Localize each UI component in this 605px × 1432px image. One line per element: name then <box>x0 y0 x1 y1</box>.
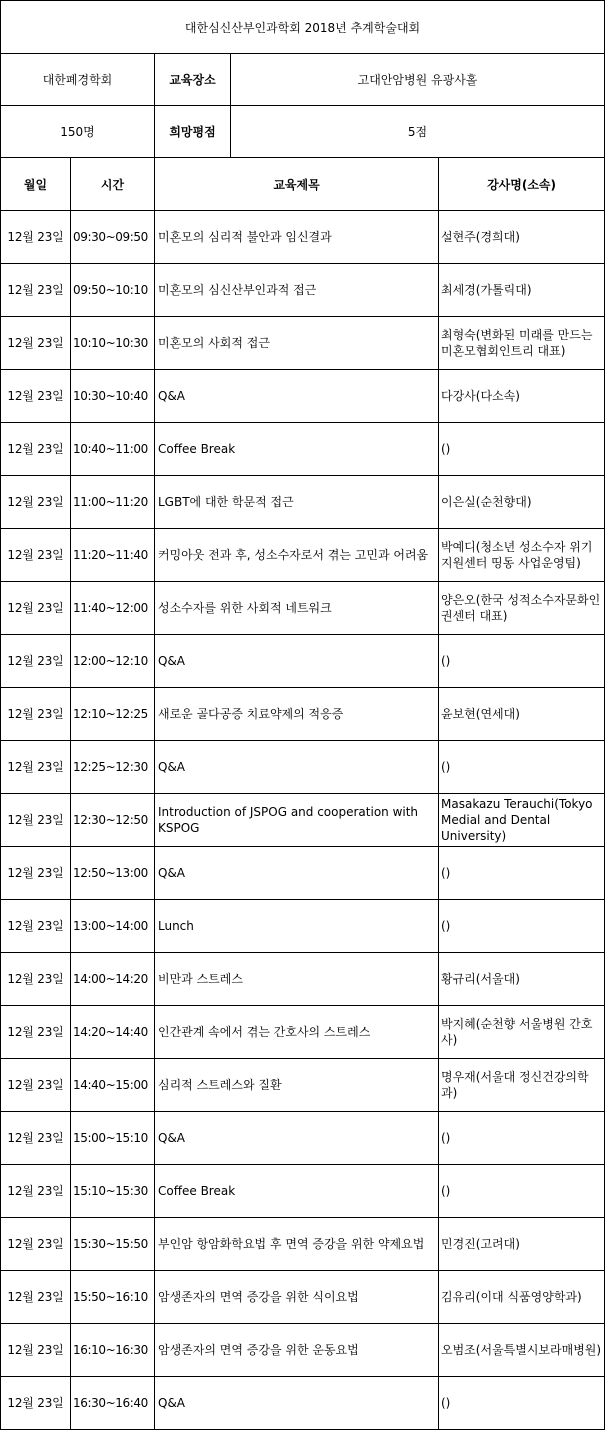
row-date: 12월 23일 <box>1 688 71 741</box>
table-row <box>1 847 605 900</box>
row-date: 12월 23일 <box>1 635 71 688</box>
table-row <box>1 794 605 847</box>
row-topic: Q&A <box>155 1112 439 1165</box>
row-speaker: Masakazu Terauchi(Tokyo Medial and Dental University) <box>439 794 605 847</box>
header-row <box>1 158 605 211</box>
row-speaker: 이은실(순천향대) <box>439 476 605 529</box>
row-time: 10:30~10:40 <box>71 370 155 423</box>
row-date: 12월 23일 <box>1 370 71 423</box>
row-topic: 미혼모의 사회적 접근 <box>155 317 439 370</box>
row-time: 10:40~11:00 <box>71 423 155 476</box>
table-row <box>1 211 605 264</box>
row-time: 15:00~15:10 <box>71 1112 155 1165</box>
row-date: 12월 23일 <box>1 1112 71 1165</box>
row-topic: 미혼모의 심리적 불안과 임신결과 <box>155 211 439 264</box>
table-row <box>1 635 605 688</box>
row-time: 13:00~14:00 <box>71 900 155 953</box>
table-row <box>1 1377 605 1430</box>
table-row <box>1 1112 605 1165</box>
row-date: 12월 23일 <box>1 1324 71 1377</box>
row-date: 12월 23일 <box>1 1165 71 1218</box>
row-date: 12월 23일 <box>1 529 71 582</box>
row-speaker: 최형숙(변화된 미래를 만드는 미혼모협회인트리 대표) <box>439 317 605 370</box>
row-topic: Q&A <box>155 847 439 900</box>
row-date: 12월 23일 <box>1 847 71 900</box>
row-topic: Q&A <box>155 1377 439 1430</box>
row-time: 15:30~15:50 <box>71 1218 155 1271</box>
row-speaker: 박지혜(순천향 서울병원 간호사) <box>439 1006 605 1059</box>
row-time: 09:30~09:50 <box>71 211 155 264</box>
row-speaker: 오범조(서울특별시보라매병원) <box>439 1324 605 1377</box>
row-time: 16:10~16:30 <box>71 1324 155 1377</box>
row-time: 12:50~13:00 <box>71 847 155 900</box>
row-topic: 미혼모의 심신산부인과적 접근 <box>155 264 439 317</box>
venue-label: 교육장소 <box>155 54 231 106</box>
header-date: 월일 <box>1 158 71 211</box>
row-speaker: 김유리(이대 식품영양학과) <box>439 1271 605 1324</box>
row-speaker: () <box>439 423 605 476</box>
row-topic: Introduction of JSPOG and cooperation with KSPOG <box>155 794 439 847</box>
points-label: 희망평점 <box>155 106 231 158</box>
table-row <box>1 476 605 529</box>
row-speaker: () <box>439 1165 605 1218</box>
row-date: 12월 23일 <box>1 1377 71 1430</box>
table-row <box>1 1165 605 1218</box>
row-date: 12월 23일 <box>1 317 71 370</box>
row-time: 12:25~12:30 <box>71 741 155 794</box>
row-date: 12월 23일 <box>1 794 71 847</box>
event-title: 대한심신산부인과학회 2018년 추계학술대회 <box>1 1 605 54</box>
row-speaker: () <box>439 900 605 953</box>
row-date: 12월 23일 <box>1 741 71 794</box>
row-time: 12:10~12:25 <box>71 688 155 741</box>
header-topic: 교육제목 <box>155 158 439 211</box>
venue-row <box>1 54 605 106</box>
table-row <box>1 529 605 582</box>
row-time: 14:00~14:20 <box>71 953 155 1006</box>
row-topic: 새로운 골다공증 치료약제의 적응증 <box>155 688 439 741</box>
row-topic: 성소수자를 위한 사회적 네트워크 <box>155 582 439 635</box>
row-time: 15:10~15:30 <box>71 1165 155 1218</box>
row-topic: 암생존자의 면역 증강을 위한 식이요법 <box>155 1271 439 1324</box>
row-topic: 심리적 스트레스와 질환 <box>155 1059 439 1112</box>
table-row <box>1 1006 605 1059</box>
row-date: 12월 23일 <box>1 900 71 953</box>
row-speaker: 다강사(다소속) <box>439 370 605 423</box>
table-row <box>1 317 605 370</box>
table-row <box>1 953 605 1006</box>
table-row <box>1 1218 605 1271</box>
capacity: 150명 <box>1 106 155 158</box>
table-row <box>1 582 605 635</box>
row-time: 12:00~12:10 <box>71 635 155 688</box>
row-topic: 비만과 스트레스 <box>155 953 439 1006</box>
row-speaker: 양은오(한국 성적소수자문화인권센터 대표) <box>439 582 605 635</box>
row-time: 11:40~12:00 <box>71 582 155 635</box>
row-time: 12:30~12:50 <box>71 794 155 847</box>
row-time: 10:10~10:30 <box>71 317 155 370</box>
row-date: 12월 23일 <box>1 476 71 529</box>
row-date: 12월 23일 <box>1 1218 71 1271</box>
venue-value: 고대안암병원 유광사홀 <box>231 54 605 106</box>
row-date: 12월 23일 <box>1 1006 71 1059</box>
row-topic: Lunch <box>155 900 439 953</box>
row-speaker: () <box>439 741 605 794</box>
row-topic: Q&A <box>155 635 439 688</box>
row-speaker: 박예디(청소년 성소수자 위기지원센터 띵동 사업운영팀) <box>439 529 605 582</box>
row-speaker: 명우재(서울대 정신건강의학과) <box>439 1059 605 1112</box>
row-time: 14:40~15:00 <box>71 1059 155 1112</box>
table-row <box>1 688 605 741</box>
table-row <box>1 1271 605 1324</box>
row-date: 12월 23일 <box>1 1271 71 1324</box>
event-title-row <box>1 1 605 54</box>
row-topic: Coffee Break <box>155 423 439 476</box>
header-time: 시간 <box>71 158 155 211</box>
row-speaker: 최세경(가톨릭대) <box>439 264 605 317</box>
row-date: 12월 23일 <box>1 953 71 1006</box>
row-topic: 부인암 항암화학요법 후 면역 증강을 위한 약제요법 <box>155 1218 439 1271</box>
row-time: 09:50~10:10 <box>71 264 155 317</box>
organizer: 대한폐경학회 <box>1 54 155 106</box>
row-speaker: 설현주(경희대) <box>439 211 605 264</box>
row-topic: Q&A <box>155 741 439 794</box>
row-speaker: () <box>439 635 605 688</box>
table-row <box>1 423 605 476</box>
row-speaker: 민경진(고려대) <box>439 1218 605 1271</box>
points-value: 5점 <box>231 106 605 158</box>
table-row <box>1 264 605 317</box>
row-time: 16:30~16:40 <box>71 1377 155 1430</box>
row-topic: LGBT에 대한 학문적 접근 <box>155 476 439 529</box>
row-time: 11:00~11:20 <box>71 476 155 529</box>
row-time: 14:20~14:40 <box>71 1006 155 1059</box>
row-speaker: () <box>439 1377 605 1430</box>
table-row <box>1 1059 605 1112</box>
table-row <box>1 741 605 794</box>
table-row <box>1 900 605 953</box>
row-topic: 암생존자의 면역 증강을 위한 운동요법 <box>155 1324 439 1377</box>
row-date: 12월 23일 <box>1 211 71 264</box>
row-speaker: () <box>439 1112 605 1165</box>
header-speaker: 강사명(소속) <box>439 158 605 211</box>
row-date: 12월 23일 <box>1 1059 71 1112</box>
row-topic: 인간관계 속에서 겪는 간호사의 스트레스 <box>155 1006 439 1059</box>
row-topic: Q&A <box>155 370 439 423</box>
row-speaker: 황규리(서울대) <box>439 953 605 1006</box>
row-time: 11:20~11:40 <box>71 529 155 582</box>
table-row <box>1 1324 605 1377</box>
row-date: 12월 23일 <box>1 423 71 476</box>
table-row <box>1 370 605 423</box>
row-time: 15:50~16:10 <box>71 1271 155 1324</box>
row-topic: 커밍아웃 전과 후, 성소수자로서 겪는 고민과 어려움 <box>155 529 439 582</box>
row-date: 12월 23일 <box>1 582 71 635</box>
points-row <box>1 106 605 158</box>
row-speaker: 윤보현(연세대) <box>439 688 605 741</box>
row-topic: Coffee Break <box>155 1165 439 1218</box>
row-date: 12월 23일 <box>1 264 71 317</box>
row-speaker: () <box>439 847 605 900</box>
